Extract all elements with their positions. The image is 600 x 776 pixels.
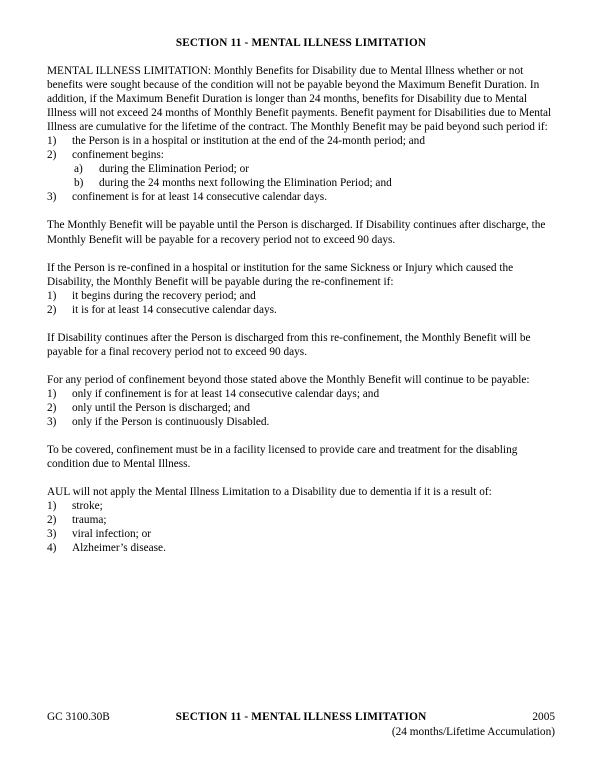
list-item-text: Alzheimer’s disease. (72, 542, 166, 555)
final-recovery-paragraph: If Disability continues after the Person is discharged from this re-confinement, the Monthly Benefit will be payable for a final recovery period not to exceed 90 days. (47, 331, 531, 358)
page-title: SECTION 11 - MENTAL ILLNESS LIMITATION (175, 37, 427, 49)
list-marker: 2) (47, 514, 57, 527)
reconfinement-paragraph: If the Person is re-confined in a hospital or institution for the same Sickness or Injury which caused the Disability, the Monthly Benefit will be payable during the re-confinement if: (47, 261, 514, 288)
list-item (47, 387, 555, 401)
footer-form-number: GC 3100.30B (47, 711, 110, 723)
list-marker: 1) (47, 500, 57, 513)
paragraph-gap (47, 359, 555, 373)
list-item-text: it is for at least 14 consecutive calendar days. (72, 303, 277, 316)
list-item (47, 513, 555, 527)
paragraph-gap (47, 247, 555, 261)
discharge-paragraph: The Monthly Benefit will be payable until the Person is discharged. If Disability continues after discharge, the Monthly Benefit will be payable for a recovery period not to exceed 90 days. (47, 219, 546, 246)
list-marker: 2) (47, 401, 57, 414)
sub-list-marker: b) (74, 177, 84, 190)
paragraph-gap (47, 471, 555, 485)
dementia-list (47, 499, 555, 555)
list-marker: 1) (47, 387, 57, 400)
intro-list (47, 134, 555, 162)
list-item-text: it begins during the recovery period; and (72, 289, 256, 302)
list-marker: 1) (47, 135, 57, 148)
beyond-confinement-paragraph: For any period of confinement beyond those stated above the Monthly Benefit will continue to be payable: (47, 373, 530, 386)
list-item (47, 289, 555, 303)
list-marker: 3) (47, 528, 57, 541)
dementia-paragraph: AUL will not apply the Mental Illness Limitation to a Disability due to dementia if it is a result of: (47, 486, 492, 499)
list-item-text: only if confinement is for at least 14 consecutive calendar days; and (72, 387, 380, 400)
footer-section-title: SECTION 11 - MENTAL ILLNESS LIMITATION (175, 711, 427, 723)
list-item (47, 134, 555, 148)
list-marker: 3) (47, 415, 57, 428)
list-marker: 3) (47, 191, 57, 204)
footer-main-row (47, 710, 555, 725)
paragraph-gap (47, 317, 555, 331)
list-item (47, 415, 555, 429)
list-item (47, 527, 555, 541)
intro-list-tail (47, 190, 555, 204)
sub-list-item-text: during the 24 months next following the Elimination Period; and (99, 177, 392, 190)
list-item (47, 401, 555, 415)
list-marker: 1) (47, 289, 57, 302)
footer-subtitle: (24 months/Lifetime Accumulation) (391, 726, 555, 738)
list-item (47, 190, 555, 204)
list-item-text: trauma; (72, 514, 107, 527)
list-item (47, 148, 555, 162)
list-item-text: confinement is for at least 14 consecutive calendar days. (72, 191, 328, 204)
list-item (47, 541, 555, 555)
list-item-text: the Person is in a hospital or institution at the end of the 24-month period; and (72, 135, 425, 148)
paragraph-gap (47, 429, 555, 443)
list-item (47, 499, 555, 513)
list-marker: 4) (47, 542, 57, 555)
list-item-text: confinement begins: (72, 149, 164, 162)
paragraph-gap (47, 204, 555, 218)
list-item-text: only if the Person is continuously Disabled. (72, 415, 270, 428)
beyond-confinement-list (47, 387, 555, 429)
list-marker: 2) (47, 149, 57, 162)
intro-paragraph: MENTAL ILLNESS LIMITATION: Monthly Benefits for Disability due to Mental Illness whether or not benefits were sought because of the condition will not be payable beyond the Maximum Benefit Duration. In addition, if the Maximum Benefit Duration is longer than 24 months, benefits for Disability due to Mental Illness will not exceed 24 months of Monthly Benefit payments. Benefit payment for Disabilities due to Mental Illness are cumulative for the lifetime of the contract. The Monthly Benefit may be paid beyond such period if: (47, 65, 552, 134)
list-item-text: only until the Person is discharged; and (72, 401, 251, 414)
sub-list-marker: a) (74, 163, 83, 176)
sub-list-item (47, 162, 555, 176)
footer-year: 2005 (532, 711, 555, 723)
list-item-text: viral infection; or (72, 528, 152, 541)
document-body (47, 36, 555, 555)
list-marker: 2) (47, 303, 57, 316)
page-footer (47, 710, 555, 740)
reconfinement-list (47, 289, 555, 317)
sub-list-item-text: during the Elimination Period; or (99, 163, 249, 176)
intro-sublist (47, 162, 555, 190)
list-item (47, 303, 555, 317)
sub-list-item (47, 176, 555, 190)
facility-paragraph: To be covered, confinement must be in a facility licensed to provide care and treatment for the disabling condition due to Mental Illness. (47, 444, 518, 471)
list-item-text: stroke; (72, 500, 103, 513)
